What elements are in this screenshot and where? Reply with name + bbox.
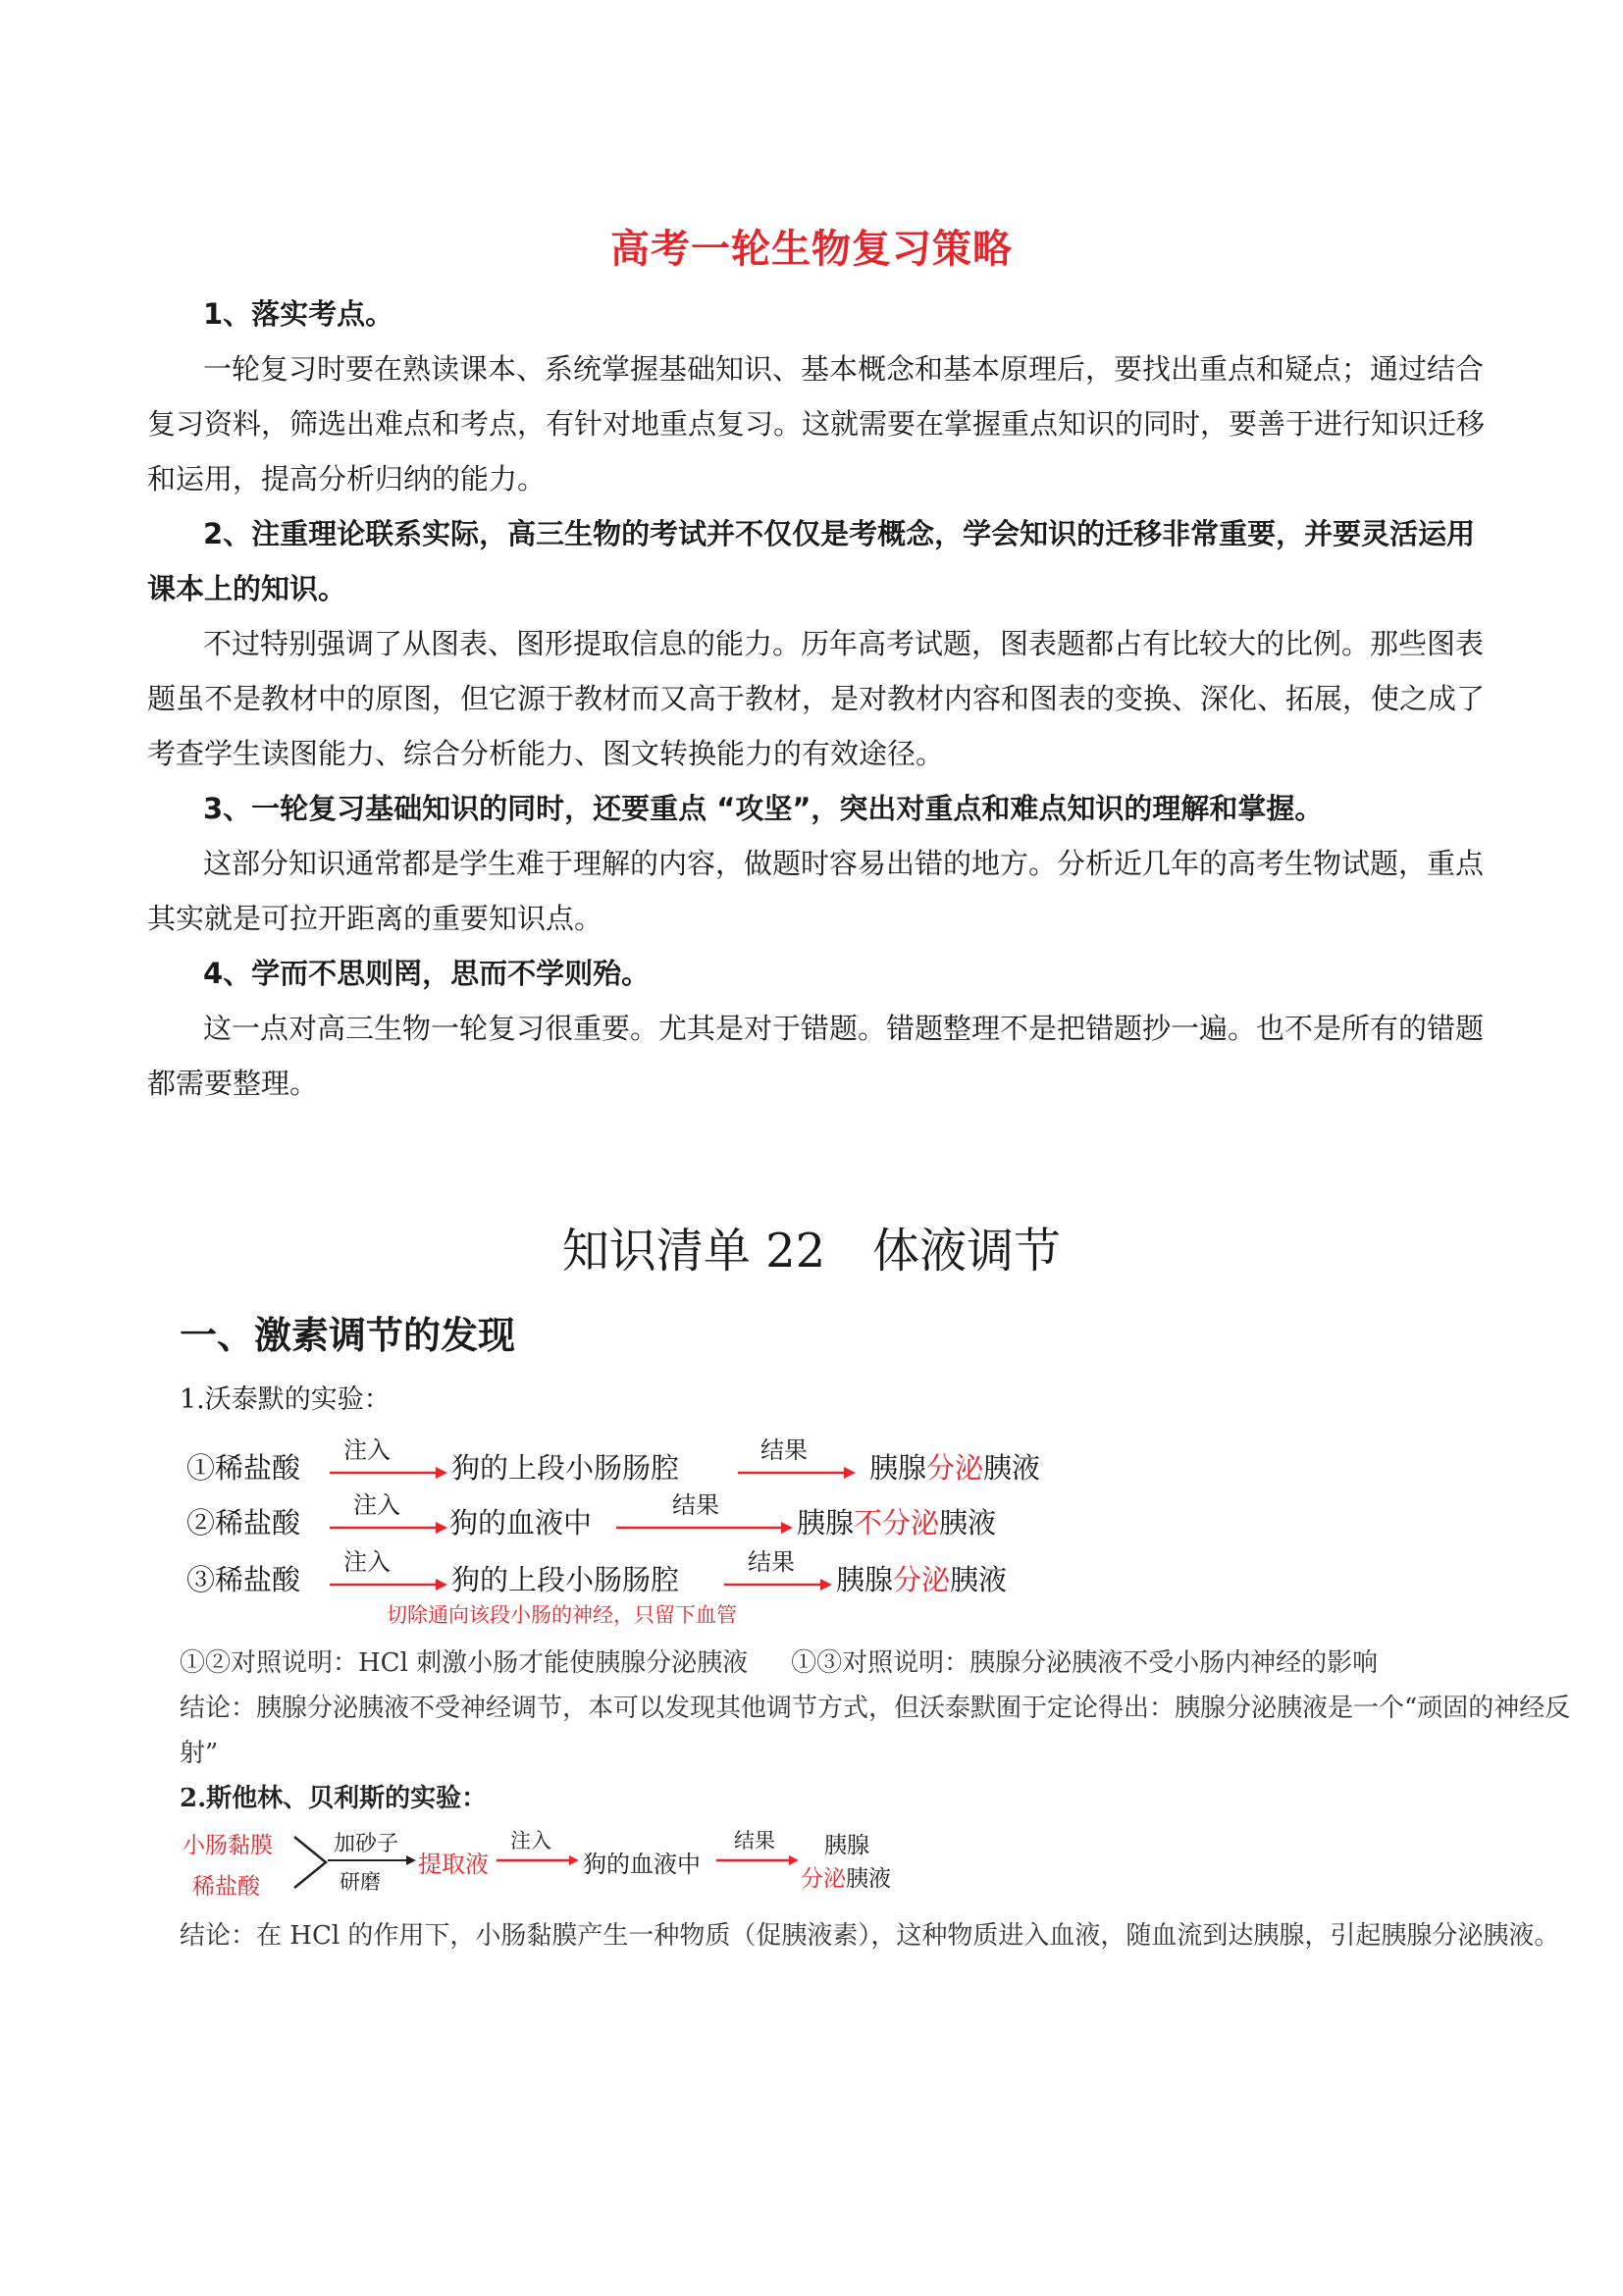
flow1-row2-arrow1 (330, 1521, 447, 1535)
flow1-row2-end-b: 胰液 (939, 1506, 997, 1539)
flow1-row1-arrow2-label: 结果 (760, 1436, 808, 1464)
flow1-row1-start: ①稀盐酸 (186, 1451, 301, 1485)
flow1-row3-end-red: 分泌 (893, 1563, 951, 1596)
flow1-row1-arrow1-label: 注入 (343, 1436, 391, 1464)
flow2-arrow1 (497, 1854, 579, 1866)
flow2-op-bottom: 研磨 (340, 1870, 381, 1894)
flow2-merge-bracket (292, 1833, 332, 1892)
flow1-row2-mid: 狗的血液中 (449, 1506, 593, 1539)
flow2-end-bottom (801, 1860, 891, 1893)
flow1-row1-end (869, 1446, 1040, 1487)
page-title: 高考一轮生物复习策略 (610, 227, 1013, 272)
flow1-row2-arrow2 (616, 1521, 793, 1535)
flow2-input-acid: 稀盐酸 (192, 1874, 260, 1900)
subsection-heading: 一、激素调节的发现 (180, 1314, 516, 1357)
strategy-heading-3: 3、一轮复习基础知识的同时，还要重点 “攻坚”，突出对重点和难点知识的理解和掌握。 (203, 792, 1324, 825)
flow2-product: 提取液 (418, 1851, 489, 1878)
flow1-row1-end-a: 胰腺 (869, 1451, 927, 1485)
flow1-row1-arrow2 (738, 1466, 856, 1480)
flow2-input-mucosa: 小肠黏膜 (183, 1833, 273, 1858)
section-title (0, 1213, 1623, 1280)
flow1-row1-end-b: 胰液 (983, 1451, 1041, 1485)
flow1-row3-mid: 狗的上段小肠肠腔 (451, 1563, 680, 1596)
flow1-row2-arrow2-label: 结果 (672, 1491, 719, 1519)
flow1-row3-note: 切除通向该段小肠的神经，只留下血管 (387, 1603, 737, 1627)
section-title-topic: 体液调节 (872, 1224, 1062, 1278)
flow2-end-b: 胰液 (846, 1866, 891, 1892)
flow1-row1-end-red: 分泌 (926, 1451, 984, 1485)
flow1-row3-arrow2-label: 结果 (748, 1548, 795, 1576)
flow2-arrow2 (716, 1854, 799, 1866)
flow2-end-top: 胰腺 (824, 1833, 869, 1858)
flow1-row2-arrow1-label: 注入 (353, 1491, 400, 1519)
strategy-body-2: 不过特别强调了从图表、图形提取信息的能力。历年高考试题，图表题都占有比较大的比例。那些图表题虽不是教材中的原图，但它源于教材而又高于教材，是对教材内容和图表的变换、深化、拓展，使之成了考查学生读图能力、综合分析能力、图文转换能力的有效途径。 (147, 627, 1486, 770)
flow1-row3-arrow1 (330, 1578, 447, 1592)
flow1-row3-end-a: 胰腺 (836, 1563, 894, 1596)
strategy-body-4: 这一点对高三生物一轮复习很重要。尤其是对于错题。错题整理不是把错题抄一遍。也不是所有的错题都需要整理。 (147, 1012, 1485, 1100)
flow2-op-top: 加砂子 (334, 1832, 399, 1856)
flow1-row3-start: ③稀盐酸 (186, 1563, 301, 1596)
flow1-row2-end-red: 不分泌 (854, 1506, 940, 1539)
flow2-op-arrow (328, 1854, 416, 1866)
experiment-1-compare-a: ①②对照说明：HCl 刺激小肠才能使胰腺分泌胰液 (180, 1648, 749, 1678)
strategy-body-3: 这部分知识通常都是学生难于理解的内容，做题时容易出错的地方。分析近几年的高考生物试题，重点其实就是可拉开距离的重要知识点。 (147, 847, 1485, 935)
experiment-1-conclusion: 结论：胰腺分泌胰液不受神经调节，本可以发现其他调节方式，但沃泰默囿于定论得出：胰腺分泌胰液是一个“顽固的神经反射” (180, 1694, 1571, 1768)
flow2-arrow2-label: 结果 (734, 1829, 775, 1852)
flow1-row3-end (836, 1558, 1007, 1598)
experiment-1-compare-b: ①③对照说明：胰腺分泌胰液不受小肠内神经的影响 (791, 1648, 1379, 1678)
flow1-row3-arrow2 (724, 1578, 832, 1592)
flow1-row1-arrow1 (330, 1466, 447, 1480)
strategy-heading-1: 1、落实考点。 (203, 297, 394, 331)
experiment-1-heading: 1.沃泰默的实验： (180, 1384, 391, 1415)
flow1-row1-mid: 狗的上段小肠肠腔 (451, 1451, 680, 1485)
flow2-target (583, 1845, 701, 1879)
flow1-row2-end-a: 胰腺 (797, 1506, 855, 1539)
flow1-row3-arrow1-label: 注入 (343, 1548, 391, 1576)
experiment-1-comparisons (180, 1641, 1583, 1686)
experiment-2-conclusion: 结论：在 HCl 的作用下，小肠黏膜产生一种物质（促胰液素），这种物质进入血液，随血流到达胰腺，引起胰腺分泌胰液。 (180, 1921, 1560, 1951)
flow1-row2-end (797, 1501, 996, 1541)
strategy-body-1: 一轮复习时要在熟读课本、系统掌握基础知识、基本概念和基本原理后，要找出重点和疑点；通过结合复习资料，筛选出难点和考点，有针对地重点复习。这就需要在掌握重点知识的同时，要善于进行知识迁移和运用，提高分析归纳的能力。 (147, 352, 1486, 496)
flow2-target-text: 狗的血液中 (583, 1851, 701, 1878)
flow2-end-red: 分泌 (801, 1866, 846, 1892)
flow2-arrow1-label: 注入 (510, 1829, 551, 1852)
section-title-number: 知识清单 22 (561, 1224, 826, 1278)
strategy-heading-4: 4、学而不思则罔，思而不学则殆。 (203, 957, 651, 990)
strategy-heading-2: 2、注重理论联系实际，高三生物的考试并不仅仅是考概念，学会知识的迁移非常重要，并要灵活运用课本上的知识。 (147, 517, 1476, 605)
experiment-2-heading: 2.斯他林、贝利斯的实验： (180, 1784, 488, 1813)
flow1-row2-start: ②稀盐酸 (186, 1506, 301, 1539)
flow1-row3-end-b: 胰液 (950, 1563, 1008, 1596)
